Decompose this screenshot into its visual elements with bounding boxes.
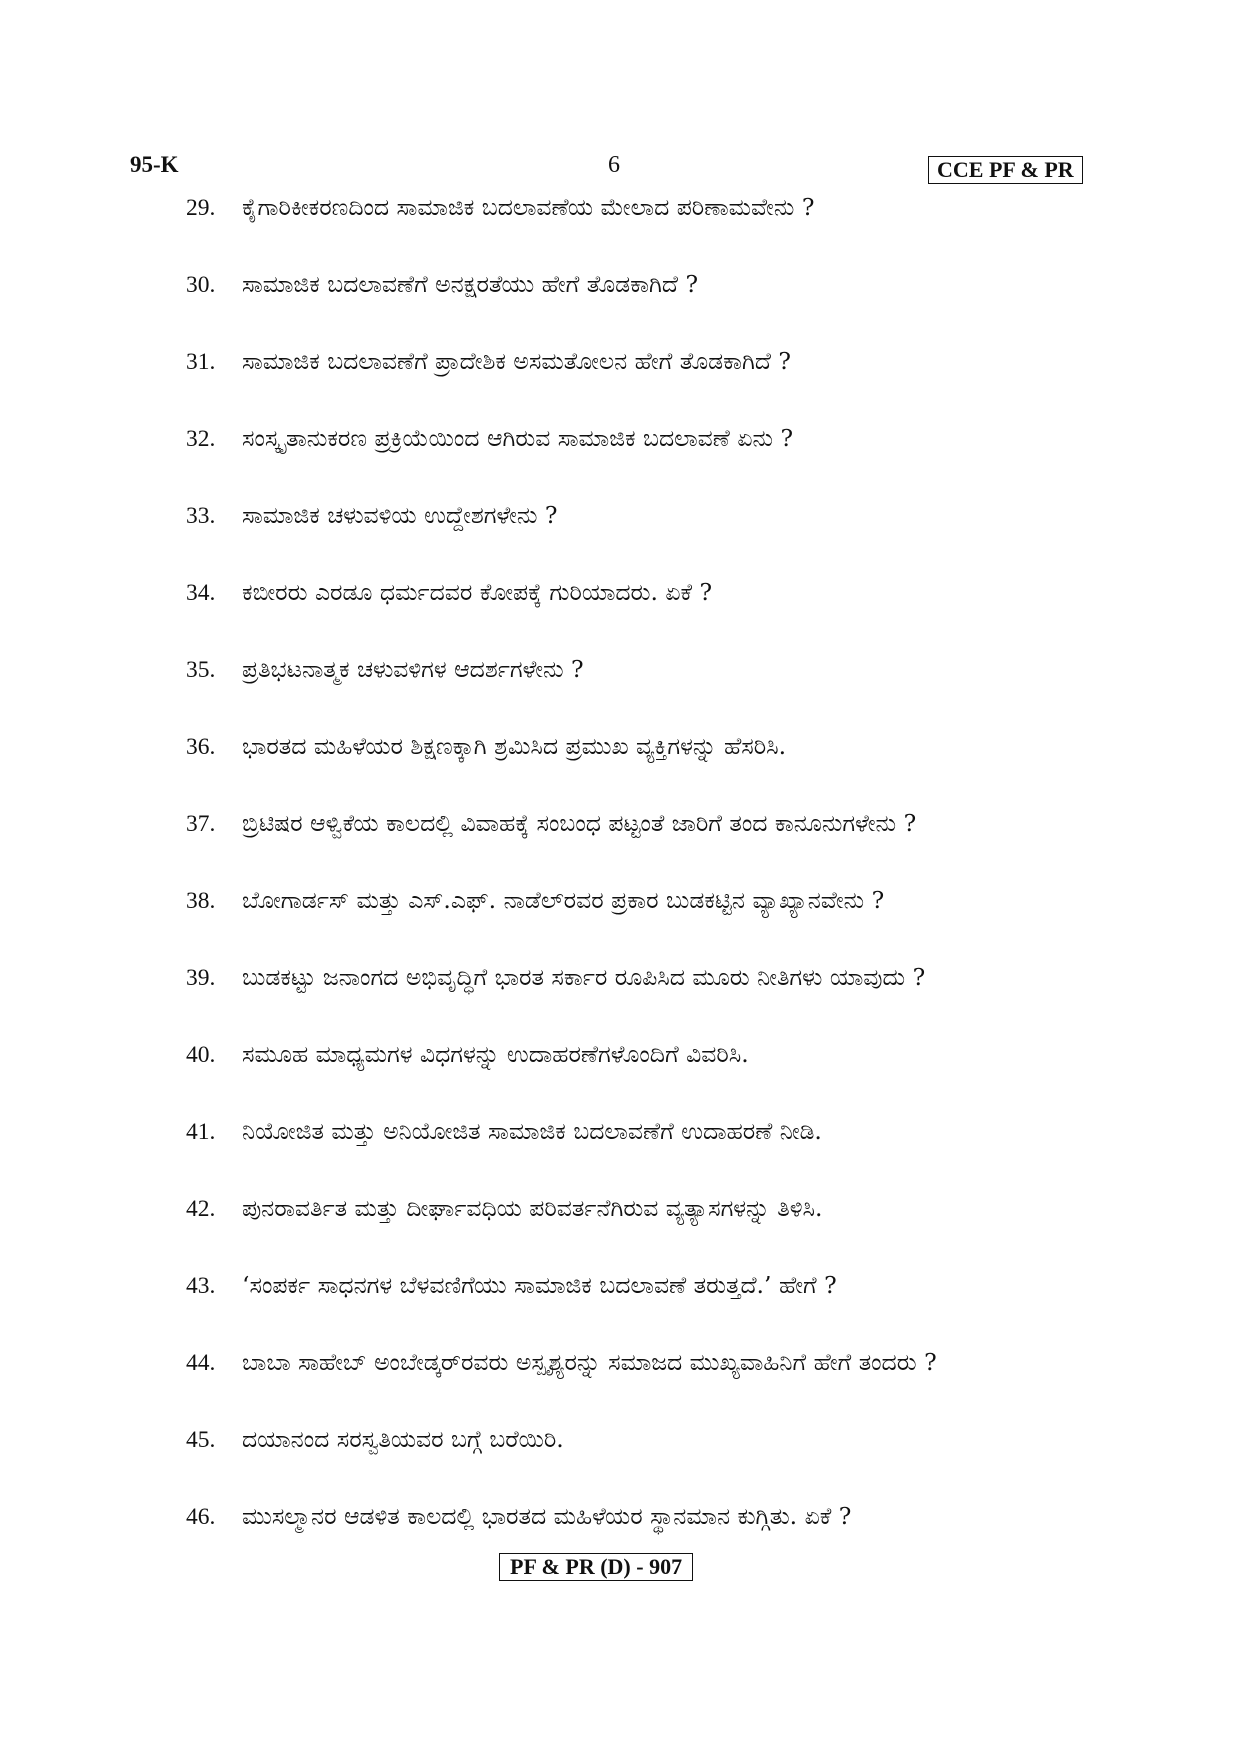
question-text: ದಯಾನಂದ ಸರಸ್ವತಿಯವರ ಬಗ್ಗೆ ಬರೆಯಿರಿ. <box>242 1425 564 1453</box>
question-number: 32. <box>186 426 216 452</box>
question-number: 33. <box>186 503 216 529</box>
page-header <box>0 152 1238 192</box>
question-item <box>186 1347 1186 1378</box>
question-text: ಪ್ರತಿಭಟನಾತ್ಮಕ ಚಳುವಳಿಗಳ ಆದರ್ಶಗಳೇನು ? <box>242 655 584 683</box>
question-item <box>186 577 1186 608</box>
question-number: 36. <box>186 734 216 760</box>
question-text: ಮುಸಲ್ಮಾನರ ಆಡಳಿತ ಕಾಲದಲ್ಲಿ ಭಾರತದ ಮಹಿಳೆಯರ ಸ್ಥಾನಮಾನ ಕುಗ್ಗಿತು. ಏಕೆ ? <box>242 1502 852 1530</box>
question-text: ಸಾಮಾಜಿಕ ಚಳುವಳಿಯ ಉದ್ದೇಶಗಳೇನು ? <box>242 501 558 529</box>
question-item <box>186 808 1186 839</box>
question-number: 37. <box>186 811 216 837</box>
question-number: 41. <box>186 1119 216 1145</box>
question-text: ಬ್ರಿಟಿಷರ ಆಳ್ವಿಕೆಯ ಕಾಲದಲ್ಲಿ ವಿವಾಹಕ್ಕೆ ಸಂಬಂಧ ಪಟ್ಟಂತೆ ಜಾರಿಗೆ ತಂದ ಕಾನೂನುಗಳೇನು ? <box>242 809 917 837</box>
question-item <box>186 654 1186 685</box>
page-number: 6 <box>608 152 620 178</box>
question-item <box>186 1501 1186 1532</box>
question-number: 45. <box>186 1427 216 1453</box>
question-number: 43. <box>186 1273 216 1299</box>
question-number: 46. <box>186 1504 216 1530</box>
question-item <box>186 500 1186 531</box>
question-text: ನಿಯೋಜಿತ ಮತ್ತು ಅನಿಯೋಜಿತ ಸಾಮಾಜಿಕ ಬದಲಾವಣೆಗೆ ಉದಾಹರಣೆ ನೀಡಿ. <box>242 1117 822 1145</box>
question-item <box>186 1039 1186 1070</box>
question-number: 29. <box>186 195 216 221</box>
question-text: ಸಾಮಾಜಿಕ ಬದಲಾವಣೆಗೆ ಪ್ರಾದೇಶಿಕ ಅಸಮತೋಲನ ಹೇಗೆ ತೊಡಕಾಗಿದೆ ? <box>242 347 792 375</box>
question-item <box>186 1270 1186 1301</box>
question-text: ಪುನರಾವರ್ತಿತ ಮತ್ತು ದೀರ್ಘಾವಧಿಯ ಪರಿವರ್ತನೆಗಿರುವ ವ್ಯತ್ಯಾಸಗಳನ್ನು ತಿಳಿಸಿ. <box>242 1194 823 1222</box>
question-text: ಕೈಗಾರಿಕೀಕರಣದಿಂದ ಸಾಮಾಜಿಕ ಬದಲಾವಣೆಯ ಮೇಲಾದ ಪರಿಣಾಮವೇನು ? <box>242 193 815 221</box>
question-item <box>186 269 1186 300</box>
question-number: 39. <box>186 965 216 991</box>
question-text: ಬುಡಕಟ್ಟು ಜನಾಂಗದ ಅಭಿವೃದ್ಧಿಗೆ ಭಾರತ ಸರ್ಕಾರ ರೂಪಿಸಿದ ಮೂರು ನೀತಿಗಳು ಯಾವುದು ? <box>242 963 926 991</box>
question-item <box>186 1116 1186 1147</box>
question-text: ಬಾಬಾ ಸಾಹೇಬ್ ಅಂಬೇಡ್ಕರ್‌ರವರು ಅಸ್ಪೃಶ್ಯರನ್ನು ಸಮಾಜದ ಮುಖ್ಯವಾಹಿನಿಗೆ ಹೇಗೆ ತಂದರು ? <box>242 1348 937 1376</box>
footer-code-box: PF & PR (D) - 907 <box>499 1553 693 1581</box>
question-number: 40. <box>186 1042 216 1068</box>
exam-code-box: CCE PF & PR <box>928 156 1083 184</box>
question-number: 35. <box>186 657 216 683</box>
question-text: ‘ಸಂಪರ್ಕ ಸಾಧನಗಳ ಬೆಳವಣಿಗೆಯು ಸಾಮಾಜಿಕ ಬದಲಾವಣೆ ತರುತ್ತದೆ.’ ಹೇಗೆ ? <box>242 1271 837 1299</box>
question-text: ಸಮೂಹ ಮಾಧ್ಯಮಗಳ ವಿಧಗಳನ್ನು ಉದಾಹರಣೆಗಳೊಂದಿಗೆ ವಿವರಿಸಿ. <box>242 1040 749 1068</box>
question-number: 34. <box>186 580 216 606</box>
question-number: 31. <box>186 349 216 375</box>
question-item <box>186 1424 1186 1455</box>
question-item <box>186 885 1186 916</box>
question-text: ಸಾಮಾಜಿಕ ಬದಲಾವಣೆಗೆ ಅನಕ್ಷರತೆಯು ಹೇಗೆ ತೊಡಕಾಗಿದೆ ? <box>242 270 699 298</box>
question-text: ಭಾರತದ ಮಹಿಳೆಯರ ಶಿಕ್ಷಣಕ್ಕಾಗಿ ಶ್ರಮಿಸಿದ ಪ್ರಮುಖ ವ್ಯಕ್ತಿಗಳನ್ನು ಹೆಸರಿಸಿ. <box>242 732 787 760</box>
question-text: ಬೋಗಾರ್ಡಸ್ ಮತ್ತು ಎಸ್.ಎಫ್. ನಾಡೆಲ್‌ರವರ ಪ್ರಕಾರ ಬುಡಕಟ್ಟಿನ ವ್ಯಾಖ್ಯಾನವೇನು ? <box>242 886 885 914</box>
question-item <box>186 962 1186 993</box>
question-item <box>186 423 1186 454</box>
question-item <box>186 346 1186 377</box>
question-item <box>186 192 1186 223</box>
question-text: ಸಂಸ್ಕೃತಾನುಕರಣ ಪ್ರಕ್ರಿಯೆಯಿಂದ ಆಗಿರುವ ಸಾಮಾಜಿಕ ಬದಲಾವಣೆ ಏನು ? <box>242 424 794 452</box>
question-number: 38. <box>186 888 216 914</box>
question-text: ಕಬೀರರು ಎರಡೂ ಧರ್ಮದವರ ಕೋಪಕ್ಕೆ ಗುರಿಯಾದರು. ಏಕೆ ? <box>242 578 713 606</box>
question-number: 44. <box>186 1350 216 1376</box>
question-number: 30. <box>186 272 216 298</box>
paper-code: 95-K <box>130 152 179 177</box>
question-item <box>186 731 1186 762</box>
question-item <box>186 1193 1186 1224</box>
question-number: 42. <box>186 1196 216 1222</box>
